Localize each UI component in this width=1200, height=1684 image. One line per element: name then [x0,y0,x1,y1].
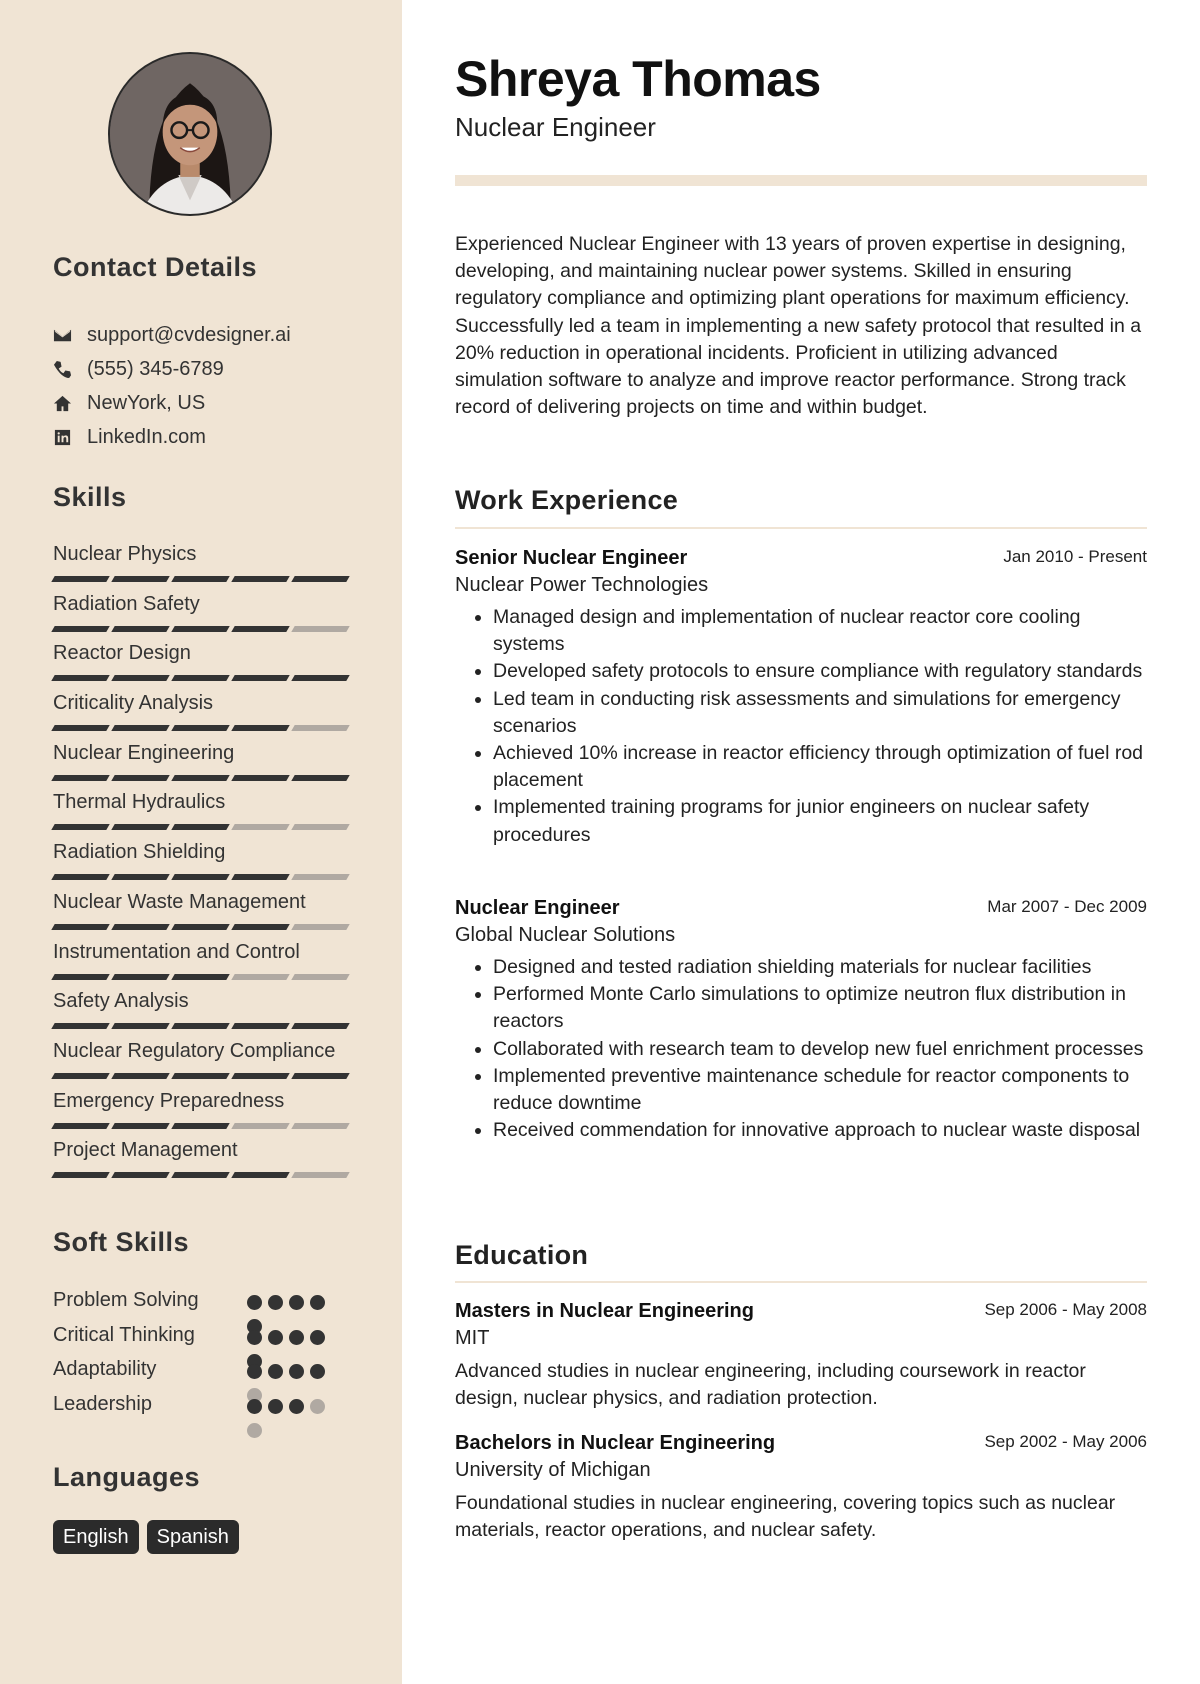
skill-name: Nuclear Engineering [53,741,235,764]
skill-level-segment-filled [231,874,289,880]
education-dates: Sep 2006 - May 2008 [984,1300,1147,1319]
skill-level-segment-filled [51,874,109,880]
job-bullets [455,954,1147,1144]
skill-level-segment-filled [231,725,289,731]
job-bullet: • Performed Monte Carlo simulations to optimize neutron flux distribution in reactors [493,981,1147,1035]
envelope-icon [53,326,87,345]
skill-item [53,641,349,691]
skill-level-segment-empty [291,924,349,930]
skill-level-segment-filled [171,1123,229,1129]
languages-heading: Languages [53,1462,201,1492]
profile-summary: Experienced Nuclear Engineer with 13 years of proven expertise in designing, developing, and maintaining nuclear power systems. Skilled in ensuring regulatory compliance and optimizing plant operations for maximum efficiency. Successfully led a team in implementing a new safety protocol that resulted in a 20% reduction in operational incidents. Proficient in utilizing advanced simulation software to analyze and improve reactor performance. Strong track record of delivering projects on time and within budget. [455,233,1142,419]
skill-name: Project Management [53,1139,238,1162]
skill-level-segment-filled [291,1023,349,1029]
skill-level-bar [53,1073,348,1079]
work-experience-heading: Work Experience [455,485,679,515]
skill-level-segment-filled [171,1073,229,1079]
skill-level-segment-filled [231,1172,289,1178]
job-bullet: • Designed and tested radiation shielding materials for nuclear facilities [493,954,1147,981]
home-icon [53,394,87,413]
skill-name: Nuclear Physics [53,543,197,565]
education-description: Foundational studies in nuclear engineering, covering topics such as nuclear materials, reactor operations, and nuclear safety. [455,1492,1116,1542]
job-dates: Jan 2010 - Present [1003,547,1147,566]
skill-level-segment-filled [51,725,109,731]
education-heading: Education [455,1240,589,1270]
skill-item [53,1138,349,1188]
education-description: Advanced studies in nuclear engineering, including coursework in reactor design, nuclear physics, and radiation protection. [455,1360,1086,1410]
skill-name: Safety Analysis [53,990,189,1013]
contact-list [53,318,373,454]
rating-dot-empty [247,1423,262,1438]
soft-skill-item [53,1320,353,1355]
linkedin-icon [53,428,87,447]
skill-level-bar [53,1023,348,1029]
rating-dot-filled [247,1399,262,1414]
skill-level-segment-filled [111,974,169,980]
skill-level-segment-filled [51,626,109,632]
skill-level-bar [53,725,348,731]
skill-name: Emergency Preparedness [53,1089,285,1112]
rating-dot-filled [268,1399,283,1414]
skill-level-bar [53,924,348,930]
job-bullet: • Managed design and implementation of nuclear reactor core cooling systems [493,604,1147,658]
skill-level-segment-filled [111,1023,169,1029]
skill-level-segment-filled [231,1073,289,1079]
job-bullet: • Implemented training programs for junior engineers on nuclear safety procedures [493,794,1147,848]
skill-name: Criticality Analysis [53,692,214,715]
contact-email[interactable] [53,318,373,352]
job-company: Nuclear Power Technologies [455,574,709,596]
profile-photo [108,52,272,216]
job-bullet: • Implemented preventive maintenance schedule for reactor components to reduce downtime [493,1063,1147,1117]
skill-item [53,1089,349,1139]
rating-dot-filled [268,1364,283,1379]
contact-phone[interactable] [53,352,373,386]
skill-level-segment-filled [111,576,169,582]
skill-level-segment-filled [51,1123,109,1129]
education-degree: Masters in Nuclear Engineering [455,1300,754,1322]
skill-level-segment-filled [111,1123,169,1129]
skill-level-segment-filled [291,775,349,781]
soft-skill-name: Leadership [53,1392,152,1415]
skill-item [53,890,349,940]
skill-level-segment-filled [231,775,289,781]
skill-level-segment-filled [111,1073,169,1079]
skill-level-bar [53,824,348,830]
skills-list [53,542,349,1188]
skill-level-bar [53,874,348,880]
rating-dot-filled [247,1295,262,1310]
skill-level-segment-filled [51,675,109,681]
skill-level-bar [53,675,348,681]
rating-dot-filled [289,1295,304,1310]
skill-level-bar [53,1123,348,1129]
skill-level-segment-filled [51,576,109,582]
skill-level-segment-empty [291,725,349,731]
skill-level-segment-filled [111,874,169,880]
skill-level-bar [53,626,348,632]
rating-dot-filled [247,1330,262,1345]
education-entry [455,1298,1147,1412]
contact-linkedin-text: LinkedIn.com [87,425,206,448]
education-school: University of Michigan [455,1459,651,1481]
skill-item [53,542,349,592]
candidate-name: Shreya Thomas [455,51,821,107]
skill-level-segment-empty [291,874,349,880]
sidebar [0,0,402,1684]
section-divider [455,1281,1147,1283]
rating-dot-filled [268,1330,283,1345]
education-school: MIT [455,1327,490,1349]
contact-linkedin[interactable] [53,420,373,454]
skill-level-segment-filled [231,576,289,582]
skill-level-segment-empty [291,1123,349,1129]
languages-list [53,1520,239,1554]
skill-level-segment-filled [291,675,349,681]
skill-level-bar [53,1172,348,1178]
section-divider [455,527,1147,529]
contact-email-text: support@cvdesigner.ai [87,323,291,346]
rating-dot-filled [289,1399,304,1414]
profile-photo-image [110,54,270,214]
skill-item [53,940,349,990]
skill-level-segment-empty [291,824,349,830]
skill-level-segment-filled [51,1023,109,1029]
candidate-title: Nuclear Engineer [455,112,656,142]
job-bullet: • Received commendation for innovative approach to nuclear waste disposal [493,1117,1147,1144]
skill-name: Nuclear Waste Management [53,890,306,913]
contact-location-text: NewYork, US [87,391,206,414]
soft-skills-list [53,1285,353,1423]
soft-skill-item [53,1389,353,1424]
skills-heading: Skills [53,482,127,512]
skill-level-segment-filled [171,974,229,980]
job-title: Nuclear Engineer [455,897,620,919]
language-badge: Spanish [147,1520,239,1554]
skill-level-segment-filled [231,675,289,681]
skill-level-segment-filled [111,924,169,930]
education-dates: Sep 2002 - May 2006 [984,1432,1147,1451]
contact-location [53,386,373,420]
skill-level-segment-filled [51,775,109,781]
skill-level-segment-filled [171,874,229,880]
skill-name: Reactor Design [53,642,191,665]
soft-skill-name: Problem Solving [53,1289,199,1311]
skill-level-bar [53,974,348,980]
job-bullet: • Achieved 10% increase in reactor efficiency through optimization of fuel rod placement [493,740,1147,794]
skill-level-segment-empty [291,974,349,980]
job-bullet: • Led team in conducting risk assessments and simulations for emergency scenarios [493,686,1147,740]
skill-name: Thermal Hydraulics [53,791,226,814]
skill-level-segment-empty [231,1123,289,1129]
job-bullet: • Collaborated with research team to develop new fuel enrichment processes [493,1036,1147,1063]
skill-level-segment-filled [51,974,109,980]
job-entry [455,895,1147,1144]
soft-skills-heading: Soft Skills [53,1227,190,1257]
skill-name: Radiation Shielding [53,841,226,864]
skill-level-segment-filled [171,626,229,632]
job-dates: Mar 2007 - Dec 2009 [987,897,1147,916]
rating-dot-filled [289,1364,304,1379]
education-entry [455,1430,1147,1544]
skill-level-segment-filled [291,576,349,582]
job-company: Global Nuclear Solutions [455,924,676,946]
contact-details-heading: Contact Details [53,252,258,282]
skill-name: Radiation Safety [53,592,200,615]
job-bullets [455,604,1147,849]
skill-level-segment-filled [51,1172,109,1178]
skill-level-segment-filled [171,824,229,830]
skill-level-segment-filled [171,924,229,930]
soft-skill-name: Adaptability [53,1358,157,1380]
skill-level-segment-empty [231,824,289,830]
skill-name: Instrumentation and Control [53,940,300,963]
skill-level-bar [53,576,348,582]
skill-level-segment-filled [111,626,169,632]
skill-name: Nuclear Regulatory Compliance [53,1039,336,1062]
skill-item [53,741,349,791]
skill-item [53,989,349,1039]
skill-level-segment-filled [231,924,289,930]
skill-level-segment-filled [231,1023,289,1029]
skill-level-bar [53,775,348,781]
skill-level-segment-filled [111,824,169,830]
job-title: Senior Nuclear Engineer [455,547,688,569]
skill-level-segment-filled [171,725,229,731]
skill-item [53,1039,349,1089]
header-divider [455,175,1147,186]
job-entry [455,545,1147,849]
rating-dot-empty [310,1399,325,1414]
skill-item [53,790,349,840]
skill-level-segment-empty [291,1172,349,1178]
soft-skill-item [53,1285,353,1320]
skill-level-segment-filled [111,675,169,681]
skill-level-segment-filled [231,626,289,632]
skill-level-segment-filled [171,1172,229,1178]
skill-item [53,840,349,890]
skill-level-segment-filled [171,675,229,681]
rating-dot-filled [268,1295,283,1310]
phone-icon [53,360,87,379]
skill-level-segment-filled [171,775,229,781]
skill-level-segment-filled [51,924,109,930]
skill-item [53,592,349,642]
skill-level-segment-empty [291,626,349,632]
skill-item [53,691,349,741]
skill-level-segment-filled [51,1073,109,1079]
rating-dot-filled [289,1330,304,1345]
education-degree: Bachelors in Nuclear Engineering [455,1432,776,1454]
rating-dot-filled [310,1295,325,1310]
skill-level-segment-filled [111,725,169,731]
skill-level-segment-filled [111,775,169,781]
language-badge: English [53,1520,139,1554]
rating-dot-filled [247,1364,262,1379]
job-bullet: • Developed safety protocols to ensure compliance with regulatory standards [493,658,1147,685]
skill-level-segment-filled [51,824,109,830]
contact-phone-text: (555) 345-6789 [87,357,224,380]
soft-skill-name: Critical Thinking [53,1323,195,1346]
skill-level-segment-filled [291,1073,349,1079]
skill-level-segment-filled [171,1023,229,1029]
rating-dot-filled [310,1364,325,1379]
skill-level-segment-filled [111,1172,169,1178]
rating-dot-filled [310,1330,325,1345]
soft-skill-item [53,1354,353,1389]
skill-level-segment-filled [171,576,229,582]
skill-level-segment-empty [231,974,289,980]
